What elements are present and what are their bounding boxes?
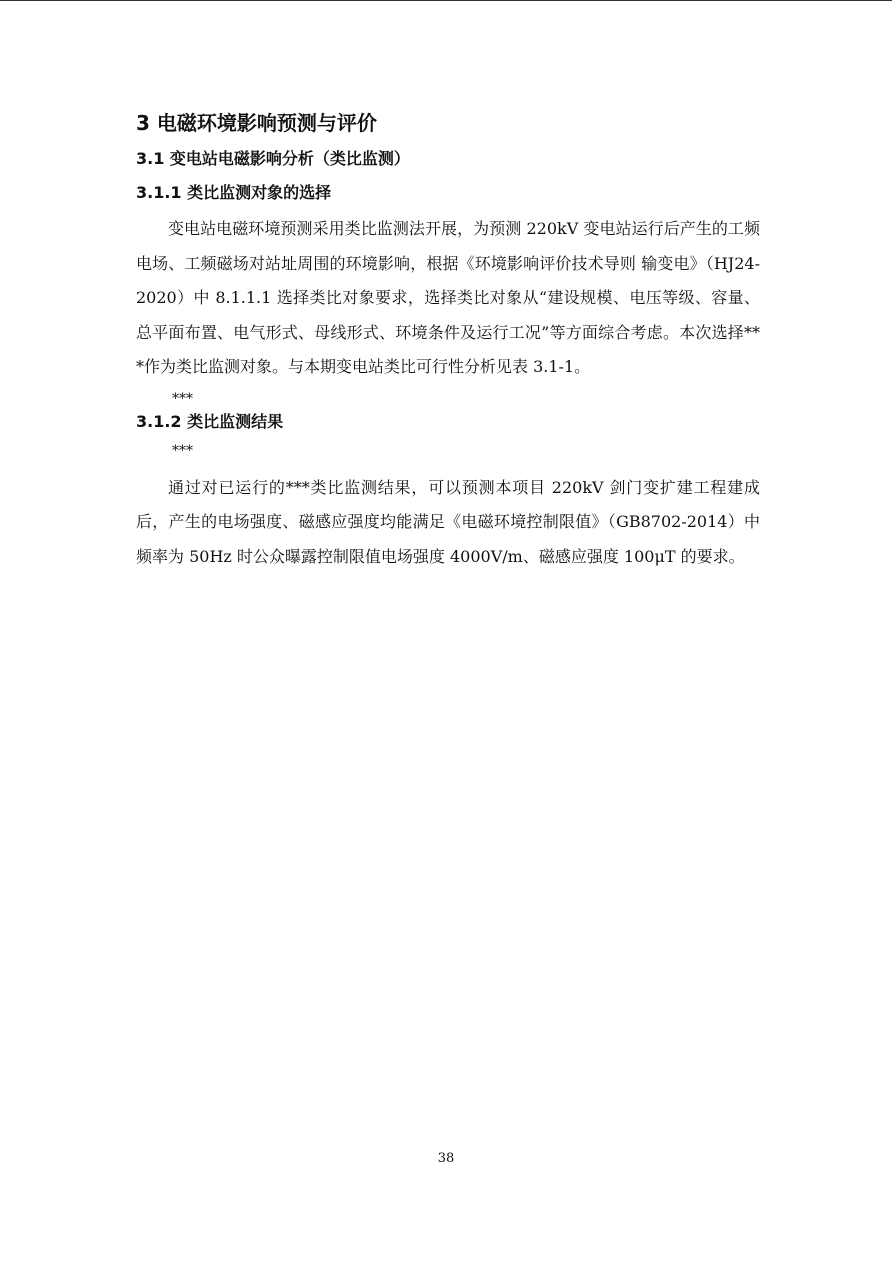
page-number: 38 [437, 1151, 455, 1166]
top-border-line [0, 0, 892, 1]
subsection-heading-results: 3.1.2 类比监测结果 [136, 411, 284, 431]
paragraph-selection: 变电站电磁环境预测采用类比监测法开展，为预测 220kV 变电站运行后产生的工频电场、工频磁场对站址周围的环境影响，根据《环境影响评价技术导则 输变电》（HJ24-2020）中 8.1.1.1 选择类比对象要求，选择类比对象从“建设规模、电压等级、容量、总平面布置、电气形式、母线形式、环境条件及运行工况”等方面综合考虑。本次选择***作为类比监测对象。与本期变电站类比可行性分析见表 3.1-1。 [136, 219, 760, 376]
subsection-heading-selection: 3.1.1 类比监测对象的选择 [136, 183, 332, 202]
placeholder-asterisks: *** [172, 390, 193, 407]
chapter-heading: 3 电磁环境影响预测与评价 [136, 111, 377, 135]
paragraph-results: 通过对已运行的***类比监测结果，可以预测本项目 220kV 剑门变扩建工程建成后，产生的电场强度、磁感应强度均能满足《电磁环境控制限值》（GB8702-2014）中频率为 50Hz 时公众曝露控制限值电场强度 4000V/m、磁感应强度 100μT 的要求。 [136, 477, 760, 566]
section-heading: 3.1 变电站电磁影响分析（类比监测） [136, 149, 410, 168]
document-body [136, 108, 760, 574]
placeholder-asterisks: *** [172, 442, 193, 459]
